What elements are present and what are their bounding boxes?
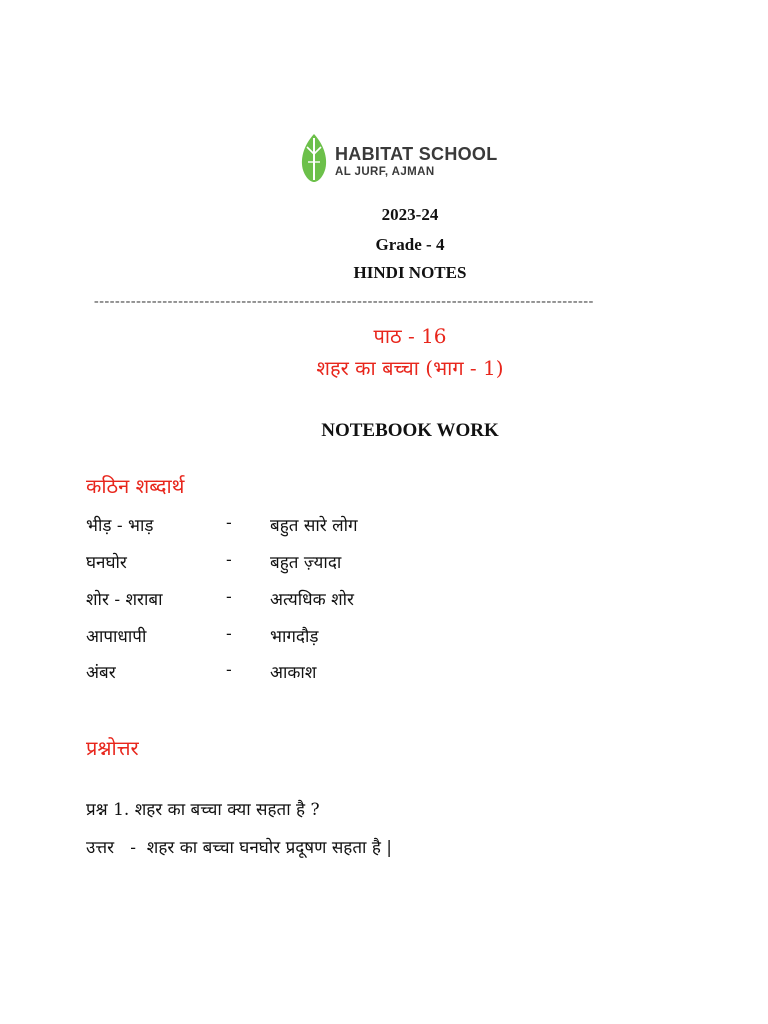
vocabulary-heading: कठिन शब्दार्थ (86, 474, 185, 498)
vocab-meaning: बहुत ज़्यादा (270, 553, 342, 573)
divider-line: ----------------------------------------------------------------------------------------------- (94, 294, 594, 309)
qa-heading: प्रश्नोत्तर (86, 736, 139, 760)
vocab-meaning: आकाश (270, 663, 317, 683)
leaf-logo-icon (299, 132, 329, 184)
grade-label: Grade - 4 (375, 235, 445, 254)
vocab-word: घनघोर (86, 553, 127, 573)
vocab-separator: - (226, 587, 232, 607)
lesson-title: शहर का बच्चा (भाग - 1) (316, 356, 504, 380)
vocab-word: भीड़ - भाड़ (86, 516, 154, 536)
vocab-meaning: अत्यधिक शोर (270, 590, 355, 610)
school-name: HABITAT SCHOOL (335, 144, 498, 164)
vocab-word: शोर - शराबा (86, 590, 163, 610)
vocab-word: अंबर (86, 663, 116, 683)
lesson-number: पाठ - 16 (373, 324, 447, 348)
vocab-separator: - (226, 513, 232, 533)
academic-year: 2023-24 (381, 205, 439, 224)
question-text: प्रश्न 1. शहर का बच्चा क्या सहता है ? (86, 800, 320, 820)
vocab-word: आपाधापी (86, 627, 147, 647)
vocab-separator: - (226, 660, 232, 680)
vocab-meaning: भागदौड़ (270, 627, 319, 647)
vocab-separator: - (226, 550, 232, 570)
school-logo (299, 132, 499, 184)
school-location: AL JURF, AJMAN (335, 166, 435, 178)
notebook-work-heading: NOTEBOOK WORK (321, 420, 499, 441)
vocab-meaning: बहुत सारे लोग (270, 516, 358, 536)
subject-label: HINDI NOTES (353, 263, 467, 282)
answer-text: उत्तर - शहर का बच्चा घनघोर प्रदूषण सहता है | (86, 838, 392, 858)
vocab-separator: - (226, 624, 232, 644)
